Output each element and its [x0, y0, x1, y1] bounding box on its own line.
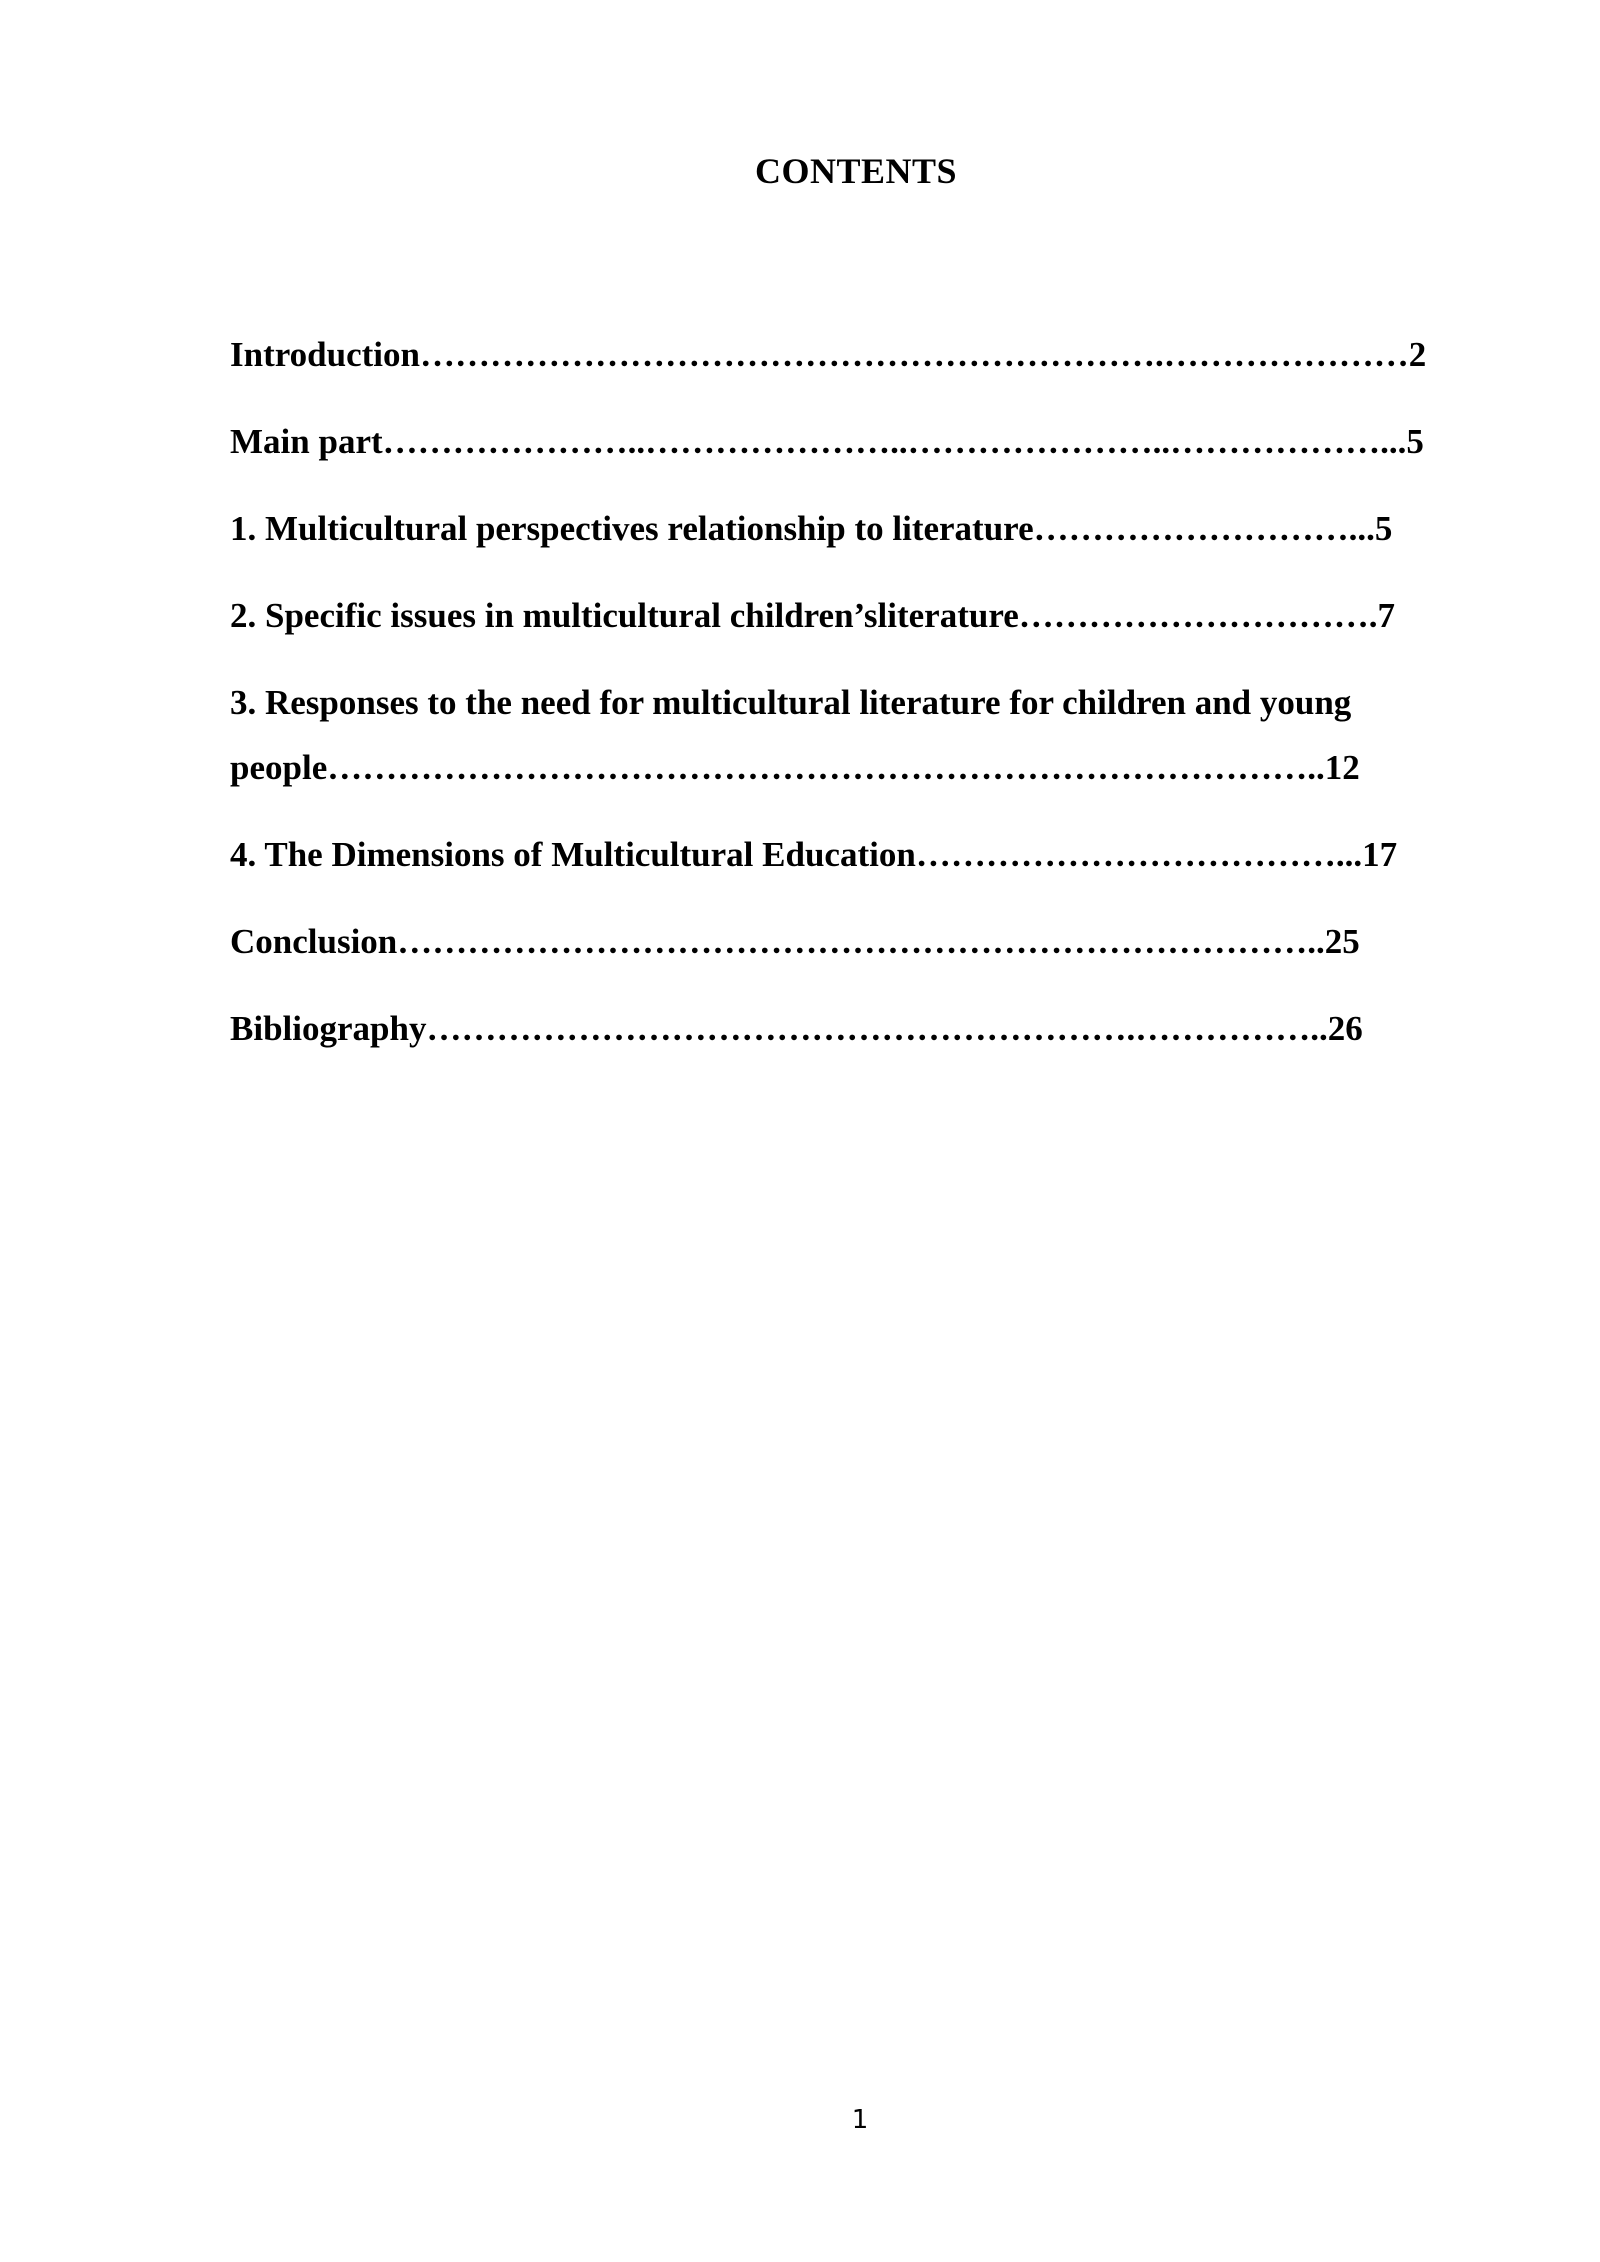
- toc-entry-section-2: 2. Specific issues in multicultural children’sliterature………………………….7: [230, 596, 1396, 635]
- toc-entry-introduction: Introduction……………………………………………………….…………………2: [230, 335, 1427, 374]
- toc-entry-section-3: 3. Responses to the need for multicultural literature for children and young people…………………………………………………………………………..12: [230, 683, 1360, 787]
- toc-entry-section-4: 4. The Dimensions of Multicultural Education………………………………...17: [230, 835, 1398, 874]
- toc-entry-conclusion: Conclusion……………………………………………………………………..25: [230, 922, 1360, 961]
- table-of-contents: [230, 322, 1492, 1083]
- page-title: CONTENTS: [754, 151, 958, 191]
- toc-entry-main-part: Main part…………………..…………………..…………………..………………...5: [230, 422, 1424, 461]
- page-number: 1: [851, 2105, 869, 2135]
- toc-entry-bibliography: Bibliography…………………………………………………….……………..26: [230, 1009, 1363, 1048]
- toc-entry-section-1: 1. Multicultural perspectives relationship to literature………………………...5: [230, 509, 1393, 548]
